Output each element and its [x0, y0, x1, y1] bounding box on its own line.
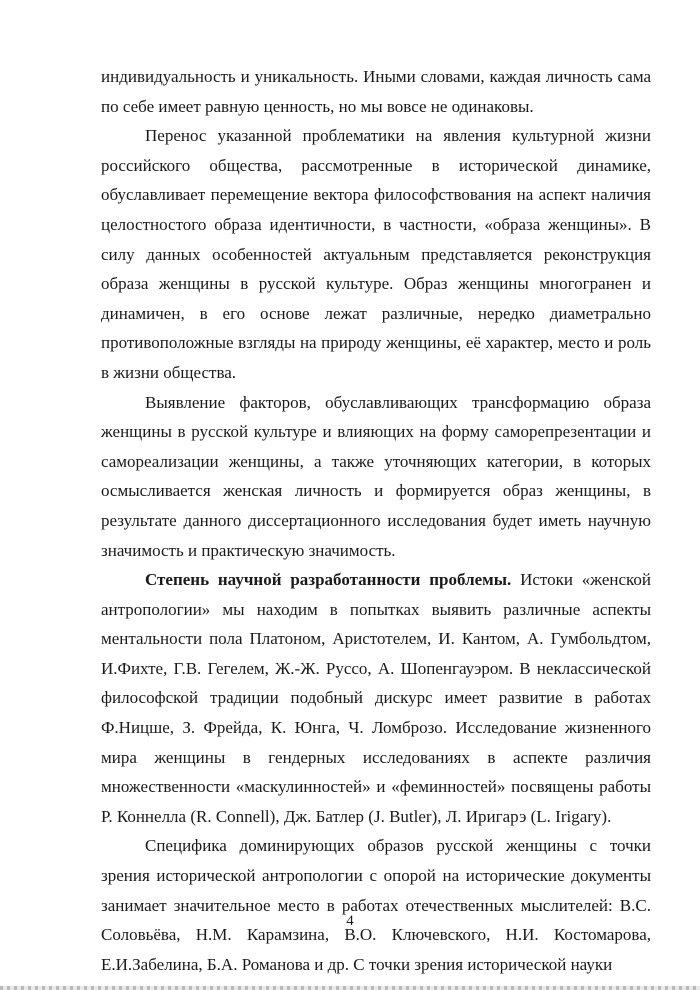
paragraph-3-text: Выявление факторов, обуславливающих трансформацию образа женщины в русской культуре и влияющих на форму саморепрезентации и самореализации женщины, а также уточняющих категории, в которых осмысливается женская личность и формируется образ женщины, в результате данного диссертационного исследования будет иметь научную значимость и практическую значимость. — [101, 392, 651, 560]
paragraph-4 — [101, 565, 651, 831]
section-heading: Степень научной разработанности проблемы. — [145, 570, 512, 590]
paragraph-5-text: Специфика доминирующих образов русской женщины с точки зрения исторической антропологии с опорой на исторические документы занимает значительное место в работах отечественных мыслителей: В.С. Соловьёва, Н.М. Карамзина, В.О. Ключевского, Н.И. Костомарова, Е.И.Забелина, Б.А. Романова и др. С точки зрения исторической науки — [101, 836, 651, 974]
document-body — [101, 62, 651, 979]
paragraph-5 — [101, 831, 651, 979]
paragraph-4-text: Истоки «женской антропологии» мы находим в попытках выявить различные аспекты ментальности пола Платоном, Аристотелем, И. Кантом, А. Гумбольдтом, И.Фихте, Г.В. Гегелем, Ж.-Ж. Руссо, А. Шопенгауэром. В неклассической философской традиции подобный дискурс имеет развитие в работах Ф.Ницше, З. Фрейда, К. Юнга, Ч. Ломброзо. Исследование жизненного мира женщины в гендерных исследованиях в аспекте различия множественности «маскулинностей» и «феминностей» посвящены работы Р. Коннелла (R. Connell), Дж. Батлер (J. Butler), Л. Иригарэ (L. Irigary). — [101, 570, 652, 826]
paragraph-2 — [101, 121, 651, 387]
paragraph-1-text: индивидуальность и уникальность. Иными словами, каждая личность сама по себе имеет равную ценность, но мы вовсе не одинаковы. — [101, 67, 651, 116]
paragraph-1 — [101, 62, 651, 121]
page-number: 4 — [346, 913, 354, 929]
scan-edge-divider — [0, 986, 700, 990]
paragraph-2-text: Перенос указанной проблематики на явления культурной жизни российского общества, рассмотренные в исторической динамике, обуславливает перемещение вектора философствования на аспект наличия целостностого образа идентичности, в частности, «образа женщины». В силу данных особенностей актуальным представляется реконструкция образа женщины в русской культуре. Образ женщины многогранен и динамичен, в его основе лежат различные, нередко диаметрально противоположные взгляды на природу женщины, её характер, место и роль в жизни общества. — [101, 126, 651, 382]
paragraph-3 — [101, 388, 651, 566]
